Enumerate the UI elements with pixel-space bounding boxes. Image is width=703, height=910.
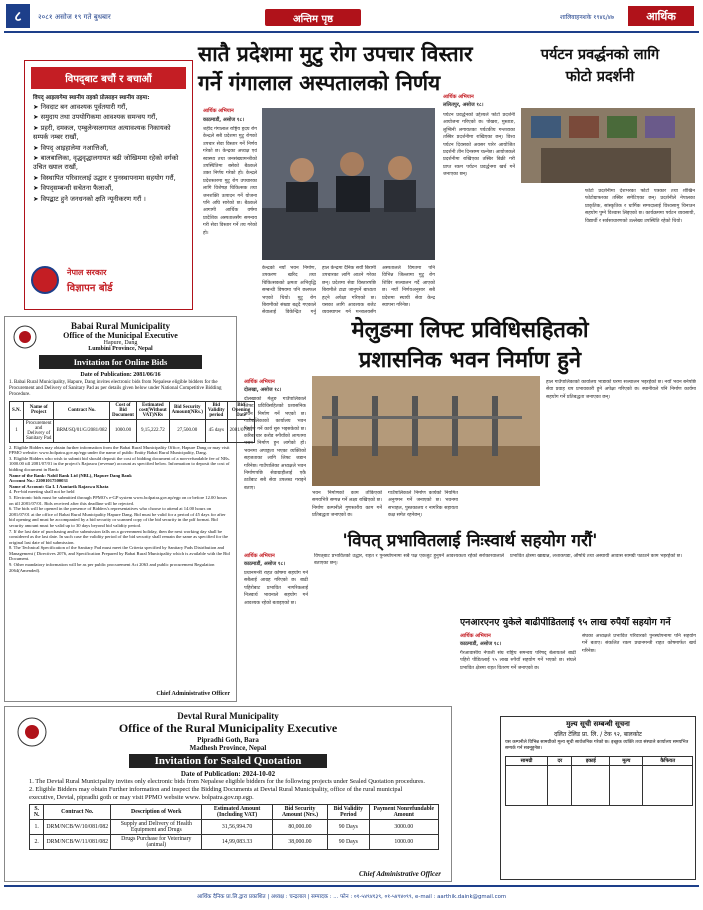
ad-item: ➤ विस्थापित परिवारलाई उद्धार र पुनस्थापनामा सहयोग गरौं, — [33, 173, 176, 182]
story2-headline-line1: पर्यटन प्रवर्द्धनको लागि — [540, 47, 660, 63]
th: Estimated Amount (Including VAT) — [202, 805, 272, 820]
tender1-date: Date of Publication: 2081/06/16 — [80, 372, 161, 378]
story1-col1: शहीद गंगालाल राष्ट्रिय हृदय रोग केन्द्रले सबै प्रदेशमा मुटु रोगको उपचार सेवा विस्तार गर्ने निर्णय गरेको छ। केन्द्रका अध्यक्ष एवं स्वास्थ्य तथा जनसंख्यामन्त्रीको उपस्थितिमा बसेको बैठकले उक्त निर्णय गरेको हो। केन्द्रले प्रदेशस्तरमा मुटु रोग उपचारका लागि विशेषज्ञ चिकित्सक तथा जनशक्ति उत्पादन गर्ने योजना पनि अघि सारेको छ। बैठकले आगामी आर्थिक वर्षमा प्रादेशिक अस्पतालसँग समन्वय गरी सेवा विस्तार गर्ने तय गरेको हो। — [203, 127, 257, 236]
td: Drugs Purchase for Veterinary (animal) — [111, 835, 202, 850]
header-rule — [4, 31, 699, 33]
story1-col2: केन्द्रको नयाँ भवन निर्माण, उपकरण खरिद तथा चिकित्सकको क्षमता अभिवृद्धि सम्बन्धी विषयमा पनि छलफल भएको थियो। मुटु रोग बिरामीको संख्या बढ्दै गएकाले सेवालाई विकेन्द्रित गर्नु — [262, 266, 316, 315]
story1-col3: हाल केन्द्रमा दैनिक सयौं बिरामी उपचारका लागि आउने गरेका छन्। प्रदेशमा सेवा विस्तारपछि बिरामीले टाढा जानुपर्ने बाध्यता हट्ने अपेक्षा गरिएको छ। यसका लागि आवश्यक बजेट व्यवस्थापन गर्न मन्त्रालयसँग — [322, 266, 376, 315]
page-number: ८ — [6, 4, 30, 28]
ad-item: ➤ विपद्बाट हुने जनधनको क्षति न्यूनीकरण गरौं । — [33, 194, 146, 203]
td: 90 Days — [328, 820, 369, 835]
tender2-place1: Pipradhi Goth, Bara — [197, 736, 259, 744]
story5-col2: संघका अध्यक्षले प्रभावित परिवारको पुनर्स्थापनामा पनि सहयोग गर्ने बताए। संकलित रकम प्रधानमन्त्री राहत कोषमार्फत खर्च गरिनेछ। — [582, 634, 696, 654]
clause: Name of the Bank: Nabil Bank Ltd (NBL), Hapure Dang Bank — [9, 472, 132, 478]
page-header — [0, 0, 703, 34]
th: Name of Project — [23, 401, 54, 419]
td: 80,000.00 — [272, 820, 327, 835]
story4-col3: प्रभावित क्षेत्रमा खाद्यान्न, लत्ताकपडा, औषधि तथा अस्थायी आवास सामग्री पठाउने काम भइरहेको छ। — [510, 554, 682, 559]
header-date: २०८१ असोज १९ गते बुधबार — [38, 13, 111, 21]
notice-table — [505, 756, 693, 806]
th: सामग्री — [506, 757, 548, 766]
section-banner: अन्तिम पृष्ठ — [265, 9, 361, 26]
tender2-signoff: Chief Administrative Officer — [358, 870, 441, 878]
construction-photo-icon — [312, 376, 540, 486]
story3-col2: भवन निर्माणको काम तोकिएको समयभित्रै सम्पन्न गर्ने लक्ष्य राखिएको छ। निर्माण कम्पनीले गुणस्तरीय काम गर्ने प्रतिबद्धता जनाएको छ। — [312, 491, 382, 519]
story1-headline-line2: गर्ने गंगालाल अस्पतालको निर्णय — [198, 71, 441, 95]
td: 2081/07/01 — [227, 419, 255, 442]
td: 3000.00 — [369, 820, 438, 835]
th: Bid Validity period — [205, 401, 227, 419]
municipality-emblem-icon — [17, 717, 47, 747]
td: Supply and Delivery of Health Equipment and Drugs — [111, 820, 202, 835]
td: 9,15,222.72 — [136, 419, 169, 442]
th: Payment Nonrefundable Amount — [369, 805, 438, 820]
th: कैफियत — [643, 757, 693, 766]
story2-col2: फोटो प्रदर्शनीमा देशभरका फोटो पत्रकार तथा शौखिन फोटोग्राफरका तस्बिर समेटिएका छन्। प्रदर्शनीले नेपालका प्राकृतिक, सांस्कृतिक र धार्मिक सम्पदालाई विश्वसामु चिनाउन सहयोग पुग्ने विश्वास लिइएको छ। कार्यक्रममा पर्यटन व्यवसायी, विद्यार्थी र सर्वसाधारणको उल्लेख्य उपस्थिति रहेको थियो। — [585, 189, 695, 224]
story3-place: दोलखा, असोज १८। — [244, 387, 282, 393]
th: Bid Security Amount(NRs.) — [169, 401, 205, 419]
clause: 3. Eligible Bidders who wish to submit bid should deposit the cost of bidding document of a non-refundable fee of NRs. 1000.00 till 2081/07/01 in the project's Rajaswa (revenue) account as specified below. Information to deposit the cost of bidding document in Bank: — [9, 455, 230, 472]
tender2-place2: Madhesh Province, Nepal — [189, 744, 267, 752]
story5-headline: एनआरएनए युकेले बाढीपीडितलाई ९५ लाख रुपैयाँ सहयोग गर्ने — [460, 617, 671, 628]
ad-list — [25, 101, 192, 207]
tender1-org: Babai Rural Municipality — [70, 321, 170, 331]
story3-col3: गाउँपालिकाले निर्माण कार्यको नियमित अनुगमन गर्ने जनाएको छ। भवनमा सभाहल, पुस्तकालय र नागरिक सहायता कक्ष समेत रहनेछन्। — [388, 491, 458, 519]
story5-col1: गैरआवासीय नेपाली संघ राष्ट्रिय समन्वय परिषद् बेलायतले बाढी पहिरो पीडितलाई ९५ लाख रुपैयाँ सहयोग गर्ने भएको छ। संघले प्रभावित क्षेत्रमा राहत वितरण गर्ने जनाएको छ। — [460, 651, 576, 671]
td: 45 days — [205, 419, 227, 442]
td: 1000.00 — [369, 835, 438, 850]
municipality-emblem-icon — [13, 325, 37, 349]
tender1-signoff: Chief Administrative Officer — [156, 691, 230, 697]
tender1-place2: Lumbini Province, Nepal — [88, 346, 153, 352]
story3-col4: हाल गाउँपालिकाको कार्यालय भाडाको घरमा सञ्चालन भइरहेको छ। नयाँ भवन बनेपछि सेवा प्रवाह थप प्रभावकारी हुने अपेक्षा गरिएको छ। स्थानीयले पनि निर्माण कार्यमा सहयोग गर्ने प्रतिबद्धता जनाएका छन्। — [546, 380, 696, 400]
tender2-office: Office of the Rural Municipality Executive — [118, 721, 338, 735]
story4-quote: 'विपत् प्रभावितलाई निःस्वार्थ सहयोग गरौं' — [342, 531, 598, 551]
notice-text: यस कम्पनीले विभिन्न सामग्रीको मूल्य सूची सार्वजनिक गरेको छ। इच्छुक व्यक्ति तथा संस्थाले कार्यालय समयभित्र सम्पर्क गर्न सक्नुहुनेछ। — [505, 740, 689, 751]
ad-board: विज्ञापन बोर्ड — [67, 282, 113, 294]
disaster-ad — [24, 60, 193, 310]
td: 1. — [30, 820, 44, 835]
td: 1 — [10, 419, 24, 442]
th: Bid Security Amount (Nrs.) — [272, 805, 327, 820]
story4-place: काठमाडौं, असोज १८। — [244, 561, 285, 567]
td: 27,500.00 — [169, 419, 205, 442]
td: DRM/NCB/W/11/081/082 — [44, 835, 111, 850]
th: S.N. — [10, 401, 24, 419]
story1-photo — [262, 108, 435, 260]
exhibition-photo-icon — [521, 108, 695, 183]
ad-item: ➤ विपद्सम्बन्धी सचेतना फैलाऔं, — [33, 184, 114, 193]
td: Procurement and Delivery of Sanitary Pad — [23, 419, 54, 442]
th: मूल्य — [610, 757, 643, 766]
story1-col4: अस्पतालले विगतमा पनि विभिन्न जिल्लामा मुटु रोग शिविर सञ्चालन गर्दै आएको छ। नयाँ निर्णयअनुसार सबै प्रदेशमा स्थायी सेवा केन्द्र स्थापना गरिनेछ। — [382, 266, 435, 309]
td: 38,000.00 — [272, 835, 327, 850]
td: 90 Days — [328, 835, 369, 850]
clause: 2. Eligible Bidders may obtain Further information and inspect the Bidding Documents at Devtal Rural Municipality, office of the rural municipal executive, Devtal, pipradhi goth or may visit PPMO website www. bolpatra.gov.np.egp. — [29, 786, 403, 801]
story1-byline: आर्थिक अभियान — [203, 108, 234, 114]
ad-item: ➤ विपद् आइहालेमा नआत्तिऔं, — [33, 143, 109, 152]
tender2-org: Devtal Rural Municipality — [177, 711, 279, 721]
td: 14,99,083.33 — [202, 835, 272, 850]
clause: 8. The Technical Specification of the Sanitary Pad must meet the Criteria specified by Sanitary Pads Distribution and Management ( Directives 2076, and Specification Prepared by Babai Rural Municipality which is available with the Bid Document. — [9, 545, 230, 562]
notice-subtitle: दलित टेलिड प्रा. लि. / टेक ९२, बालकोट — [554, 731, 642, 738]
table-row — [10, 419, 255, 442]
table-row — [506, 766, 693, 806]
clause: 7. If the last date of purchasing and/or submission falls on a government holiday, then the next working day shall be considered as the last date. In such case the validity period of the bid security shall remain the same as specified for the original last date of bid submission. — [9, 528, 229, 545]
tender1-intro: 1. Babai Rural Municipality, Hapure, Dang invites electronic bids from Nepalese eligible bidders for the Procurement and Delivery of Sanitary Pad as per details given below under National Competitive Bidding Procedure. — [9, 380, 222, 398]
clause: Account No.: 22001017500031 — [9, 478, 69, 484]
th: इकाई — [572, 757, 610, 766]
td: 31,56,994.70 — [202, 820, 272, 835]
table-header-row — [506, 757, 693, 766]
header-date-right: शालिवाहनशके १९४६/४७ — [560, 14, 614, 21]
ad-title: विपद्‌बाट बचौं र बचाऔं — [31, 67, 186, 89]
table-header-row — [10, 401, 255, 419]
clause: 2. Eligible Bidders may obtain further information from the Babai Rural Municipality Office, Hapure Dang or may visit PPMO website: www.bolpatra.gov.np/egp under the name of public Entity Babai Rural Municipality, Dang. — [9, 444, 230, 456]
ad-item: ➤ प्रहरी, दमकल, एम्बुलेन्सलगायत अत्यावश्यक निकायको सम्पर्क नम्बर राखौं, — [33, 123, 171, 142]
td: 2. — [30, 835, 44, 850]
story5-place: काठमाडौं, असोज १८। — [460, 641, 501, 647]
tender1-place1: Hapure, Dang — [103, 340, 138, 346]
th: Description of Work — [111, 805, 202, 820]
story1-headline-line1: सातै प्रदेशमा मुटु रोग उपचार विस्तार — [198, 42, 473, 66]
story4-col1: प्रधानमन्त्री राहत कोषमा सहयोग गर्न सबैलाई आग्रह गरिएको छ। बाढी पहिरोबाट प्रभावित नागरिकलाई निःस्वार्थ भावनाले सहयोग गर्न आवश्यक रहेको बताइएको छ। — [244, 571, 308, 606]
th: Bid Opening Date — [227, 401, 255, 419]
table-header-row — [30, 805, 439, 820]
story2-headline-line2: फोटो प्रदर्शनी — [565, 69, 635, 85]
story3-byline: आर्थिक अभियान — [244, 379, 275, 385]
page-footer: आर्थिक दैनिक प्रा.लि.द्वारा प्रकाशित | अध्यक्ष : चन्द्रलाल | सम्पादक : ... फोन : ०१-५४९४१३९, ०१-५४९४०९९, e-mail : aarthik.daink@gmail.com — [4, 885, 699, 905]
story2-col1: पर्यटन प्रवर्द्धनको उद्देश्यले फोटो प्रदर्शनी आयोजना गरिएको छ। पोखरा, मुस्ताङ, लुम्बिनी लगायतका पर्यटकीय गन्तव्यका तस्बिर प्रदर्शनीमा राखिएका छन्। विश्व पर्यटन दिवसको अवसर पारेर आयोजित प्रदर्शनी तीन दिनसम्म चल्नेछ। आयोजकले प्रदर्शनीमा राखिएका तस्बिर बिक्री गरी प्राप्त रकम पर्यटन प्रवर्द्धनमा खर्च गर्ने जनाएका छन्। — [443, 113, 515, 178]
story3-headline-line1: मेलुङमा लिफ्ट प्रविधिसहितको — [351, 318, 589, 343]
clause: 4. Pre-bid meeting shall not be held — [9, 489, 75, 495]
table-row — [30, 820, 439, 835]
clause: 1. The Devtal Rural Municipality invites only electronic bids from Nepalese eligible bidders for the following projects under Sealed Quotation procedures. — [29, 778, 425, 785]
story2-byline: आर्थिक अभियान — [443, 94, 474, 100]
story2-headline — [505, 44, 695, 88]
notice-title: मुल्य सूची सम्बन्धी सूचना — [566, 720, 630, 728]
clause: 6. The bids will be opened in the presence of Bidders's representatives who choose to attend at 14.00 hours on 2081/07/01 at the office of Babai Rural Municipality Hapure Dang. Bid must be valid for a period of 45 days for after bid opening and must be accompanied by a bid security or scanned copy of the bid security in the pdf format. Bid security amount must be valid up to 30 days beyond bid validity period. — [9, 506, 226, 528]
tender-devtal — [4, 706, 452, 882]
tender1-office: Office of the Municipal Executive — [63, 331, 178, 340]
ad-footer — [31, 257, 187, 303]
th: Contract No. — [54, 401, 110, 419]
story2-photo — [521, 108, 695, 183]
story3-headline — [244, 316, 696, 376]
story1-headline — [198, 40, 498, 98]
clause: Name of Account: Ga I. I Aantarik Rajaswa Khata — [9, 483, 109, 489]
clause: 9. Other mandatory information will be as per public procurement Act 2063 and public procurement Regulation 2064(Amended). — [9, 562, 215, 573]
td: 1000.00 — [110, 419, 137, 442]
th: Cost of Bid Document — [110, 401, 137, 419]
story2-place: ललितपुर, असोज १८। — [443, 102, 484, 108]
story3-col1: दोलखाको मेलुङ गाउँपालिकाले लिफ्ट प्रविधिसहितको प्रशासनिक भवन निर्माण गर्ने भएको छ। गाउँपालिकाको कार्यालय भवन निर्माण गर्ने कार्य सुरु भइसकेको छ। करिब चार करोड रुपैयाँको लागतमा भवन निर्माण हुन लागेको हो। भवनमा अपाङ्गता भएका व्यक्तिको सहजताका लागि लिफ्ट जडान गरिनेछ। गाउँपालिका अध्यक्षले भवन निर्माणपछि सेवाग्राहीलाई एकै ठाउँबाट सबै सेवा उपलब्ध गराइने बताए। — [244, 397, 306, 491]
th: Contract No. — [44, 805, 111, 820]
clause: 5. Electronic bids must be submitted through PPMO's e-GP system www.bolpatra.gov.np/egp on or before 12.00 hours on till 2081/07/01. Bids received after this deadline will be rejected. — [9, 494, 227, 506]
tender2-table — [29, 804, 439, 850]
tender-babai — [4, 316, 253, 702]
gov-name: नेपाल सरकार — [67, 267, 107, 277]
th: Estimated cost(Without VAT)NRs — [136, 401, 169, 419]
tender2-title: Invitation for Sealed Quotation — [129, 754, 327, 768]
td: DRM/NCB/W/10/081/082 — [44, 820, 111, 835]
table-row — [30, 835, 439, 850]
story1-place: काठमाडौं, असोज १८। — [203, 117, 244, 123]
story4-col2: विपत्‌बाट प्रभावितको उद्धार, राहत र पुनर्स्थापनामा सबै पक्ष एकजुट हुनुपर्ने आवश्यकता रहेको सरोकारवालाले बताएका छन्। — [314, 554, 504, 567]
th: Bid Validity Period — [328, 805, 369, 820]
meeting-photo-icon — [262, 108, 435, 260]
story3-headline-line2: प्रशासनिक भवन निर्माण हुने — [358, 348, 582, 373]
tender2-date: Date of Publication: 2024-10-02 — [180, 770, 276, 778]
th: दर — [548, 757, 572, 766]
td: BRM/SQ/01/G/2081/082 — [54, 419, 110, 442]
tender2-clauses — [9, 778, 447, 802]
ad-item: ➤ समुदाय तथा उपयोगिकमा आवश्यक समन्वय गरौं, — [33, 113, 158, 122]
story3-photo — [312, 376, 540, 486]
ad-item: ➤ निवदाट बन आवश्यक पूर्वतयारी गरौं, — [33, 103, 128, 111]
th: S. N. — [30, 805, 44, 820]
story5-byline: आर्थिक अभियान — [460, 633, 491, 639]
price-notice — [500, 716, 696, 880]
tender1-title: Invitation for Online Bids — [39, 355, 202, 369]
tender1-table — [9, 401, 255, 443]
tender1-clauses — [9, 445, 232, 574]
ad-subtitle: विपद् आइलागेमा स्थानीय तहको प्रोत्साहन स्थानीय तहमा: — [33, 95, 150, 101]
masthead-logo: आर्थिक — [628, 6, 694, 26]
nepal-emblem-icon — [31, 266, 59, 294]
ad-item: ➤ बालबालिका, वृद्धवृद्धालगायत बढी जोखिममा रहेको वर्गको उचित ख्याल राखौं, — [33, 154, 179, 172]
story4-byline: आर्थिक अभियान — [244, 553, 275, 559]
